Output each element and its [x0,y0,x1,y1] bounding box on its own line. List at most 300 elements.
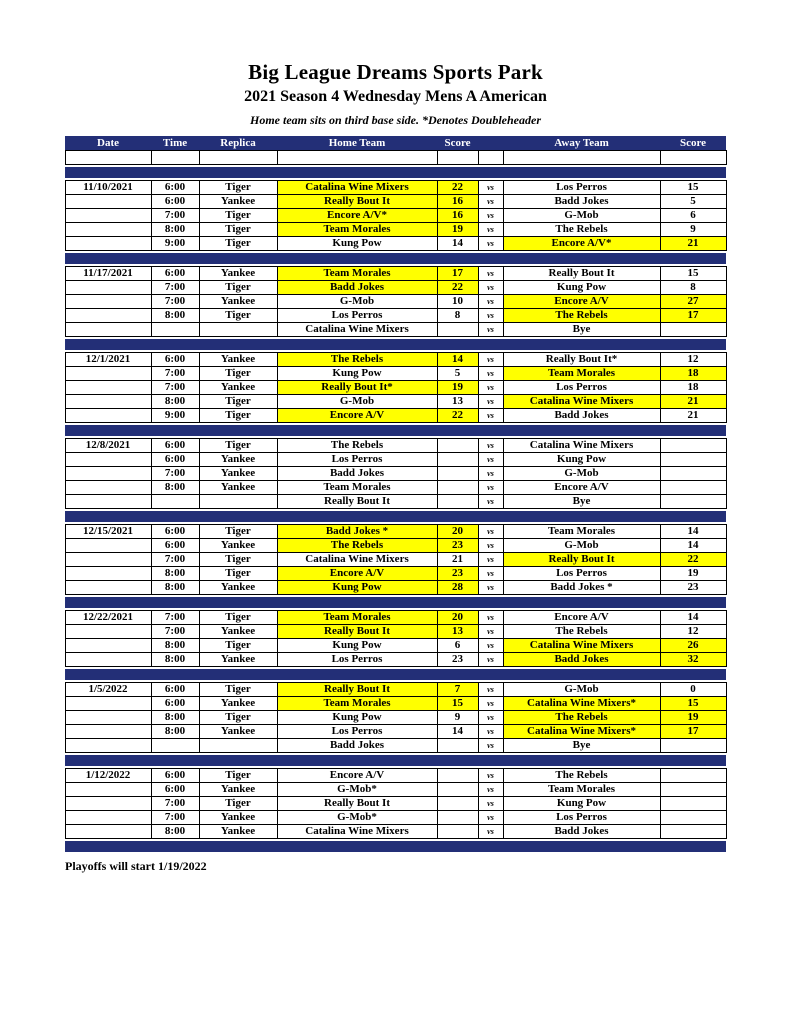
replica-cell: Tiger [199,638,277,652]
game-row [65,552,726,566]
away-score-cell [660,824,726,838]
home-team-cell: G-Mob [277,294,437,308]
date-cell [65,796,151,810]
vs-cell: vs [478,624,503,638]
home-score-cell [437,810,478,824]
game-row [65,280,726,294]
vs-cell: vs [478,352,503,366]
home-team-cell: Encore A/V* [277,208,437,222]
vs-cell: vs [478,538,503,552]
away-score-cell [660,796,726,810]
col-header-away-team: Away Team [503,136,660,150]
home-score-cell: 28 [437,580,478,594]
game-row [65,308,726,322]
vs-cell: vs [478,438,503,452]
game-row [65,494,726,508]
time-cell: 6:00 [151,452,199,466]
game-row [65,710,726,724]
schedule-table [65,136,727,854]
home-team-cell: Encore A/V [277,768,437,782]
vs-cell: vs [478,768,503,782]
game-row [65,466,726,480]
vs-cell: vs [478,466,503,480]
home-team-cell: Badd Jokes [277,738,437,752]
home-score-cell [437,480,478,494]
vs-cell: vs [478,724,503,738]
home-score-cell: 5 [437,366,478,380]
away-score-cell: 15 [660,266,726,280]
game-row [65,438,726,452]
replica-cell: Yankee [199,294,277,308]
away-score-cell [660,768,726,782]
away-team-cell: Really Bout It* [503,352,660,366]
away-score-cell: 26 [660,638,726,652]
replica-cell: Tiger [199,408,277,422]
schedule-table-body [65,164,726,854]
replica-cell: Tiger [199,366,277,380]
replica-cell: Tiger [199,610,277,624]
home-score-cell [437,452,478,466]
replica-cell [199,738,277,752]
game-row [65,566,726,580]
replica-cell: Tiger [199,236,277,250]
home-score-cell: 13 [437,394,478,408]
away-team-cell: Kung Pow [503,452,660,466]
replica-cell: Yankee [199,480,277,494]
home-score-cell: 14 [437,724,478,738]
separator-bar [65,339,726,350]
away-team-cell: Encore A/V [503,610,660,624]
replica-cell: Yankee [199,652,277,666]
vs-cell: vs [478,266,503,280]
away-score-cell: 15 [660,180,726,194]
vs-cell: vs [478,236,503,250]
replica-cell: Yankee [199,810,277,824]
home-team-cell: Badd Jokes [277,280,437,294]
game-row [65,180,726,194]
replica-cell: Tiger [199,524,277,538]
home-team-cell: Team Morales [277,222,437,236]
away-score-cell: 22 [660,552,726,566]
home-score-cell: 20 [437,610,478,624]
game-row [65,782,726,796]
separator-row [65,422,726,438]
home-team-cell: Really Bout It [277,682,437,696]
blank-cell [437,150,478,164]
away-team-cell: G-Mob [503,466,660,480]
col-header-home-score: Score [437,136,478,150]
time-cell [151,738,199,752]
replica-cell [199,494,277,508]
date-cell [65,580,151,594]
time-cell: 8:00 [151,638,199,652]
away-team-cell: G-Mob [503,538,660,552]
home-team-cell: Kung Pow [277,366,437,380]
time-cell: 8:00 [151,652,199,666]
away-score-cell: 23 [660,580,726,594]
vs-cell: vs [478,824,503,838]
time-cell: 9:00 [151,236,199,250]
replica-cell: Tiger [199,710,277,724]
time-cell: 6:00 [151,538,199,552]
away-team-cell: Bye [503,738,660,752]
away-score-cell: 21 [660,236,726,250]
away-score-cell [660,738,726,752]
game-row [65,652,726,666]
vs-cell: vs [478,710,503,724]
home-team-cell: Team Morales [277,480,437,494]
date-cell [65,638,151,652]
vs-cell: vs [478,322,503,336]
time-cell: 6:00 [151,768,199,782]
date-cell [65,222,151,236]
game-row [65,222,726,236]
game-row [65,194,726,208]
time-cell: 6:00 [151,438,199,452]
replica-cell: Yankee [199,824,277,838]
game-row [65,208,726,222]
home-team-cell: The Rebels [277,352,437,366]
replica-cell: Tiger [199,768,277,782]
replica-cell: Tiger [199,682,277,696]
date-cell: 11/10/2021 [65,180,151,194]
game-row [65,322,726,336]
replica-cell: Yankee [199,266,277,280]
blank-row [65,150,726,164]
vs-cell: vs [478,180,503,194]
home-team-cell: G-Mob [277,394,437,408]
time-cell: 7:00 [151,280,199,294]
separator-cell [65,594,726,610]
home-team-cell: Kung Pow [277,638,437,652]
away-score-cell: 5 [660,194,726,208]
home-score-cell: 10 [437,294,478,308]
away-score-cell: 14 [660,538,726,552]
home-score-cell: 13 [437,624,478,638]
replica-cell: Tiger [199,394,277,408]
time-cell: 8:00 [151,480,199,494]
replica-cell: Yankee [199,380,277,394]
time-cell: 8:00 [151,566,199,580]
game-row [65,810,726,824]
away-team-cell: G-Mob [503,682,660,696]
away-team-cell: Team Morales [503,524,660,538]
home-team-cell: Kung Pow [277,710,437,724]
away-team-cell: Catalina Wine Mixers [503,394,660,408]
date-cell: 12/1/2021 [65,352,151,366]
separator-bar [65,425,726,436]
vs-cell: vs [478,208,503,222]
home-score-cell: 23 [437,652,478,666]
home-score-cell [437,322,478,336]
game-row [65,738,726,752]
away-team-cell: Los Perros [503,566,660,580]
separator-cell [65,336,726,352]
blank-cell [478,150,503,164]
game-row [65,796,726,810]
home-score-cell: 21 [437,552,478,566]
vs-cell: vs [478,524,503,538]
date-cell: 12/8/2021 [65,438,151,452]
home-score-cell: 20 [437,524,478,538]
game-row [65,394,726,408]
home-team-cell: G-Mob* [277,782,437,796]
home-score-cell [437,782,478,796]
home-score-cell: 6 [437,638,478,652]
game-row [65,236,726,250]
home-score-cell [437,796,478,810]
replica-cell: Tiger [199,552,277,566]
home-team-cell: Encore A/V [277,566,437,580]
replica-cell: Yankee [199,466,277,480]
time-cell: 7:00 [151,810,199,824]
away-team-cell: Badd Jokes [503,408,660,422]
vs-cell: vs [478,480,503,494]
home-team-cell: Los Perros [277,724,437,738]
time-cell [151,494,199,508]
page-title: Big League Dreams Sports Park [248,60,543,84]
vs-cell: vs [478,682,503,696]
separator-row [65,594,726,610]
date-cell [65,538,151,552]
col-header-vs [478,136,503,150]
vs-cell: vs [478,394,503,408]
home-score-cell [437,466,478,480]
away-score-cell [660,782,726,796]
blank-cell [503,150,660,164]
column-header-row [65,136,726,150]
date-cell [65,280,151,294]
replica-cell: Tiger [199,180,277,194]
home-score-cell [437,768,478,782]
vs-cell: vs [478,494,503,508]
home-score-cell [437,824,478,838]
home-score-cell: 14 [437,352,478,366]
separator-row [65,164,726,180]
home-score-cell [437,738,478,752]
replica-cell: Yankee [199,624,277,638]
date-cell [65,194,151,208]
away-score-cell: 18 [660,380,726,394]
away-score-cell: 21 [660,394,726,408]
page-subtitle: 2021 Season 4 Wednesday Mens A American [244,88,547,105]
date-cell [65,466,151,480]
away-score-cell: 32 [660,652,726,666]
time-cell: 7:00 [151,208,199,222]
home-team-cell: Team Morales [277,266,437,280]
date-cell [65,366,151,380]
date-cell [65,624,151,638]
separator-cell [65,164,726,180]
away-score-cell: 8 [660,280,726,294]
away-score-cell: 17 [660,308,726,322]
replica-cell: Tiger [199,208,277,222]
away-score-cell: 9 [660,222,726,236]
away-score-cell: 15 [660,696,726,710]
replica-cell: Tiger [199,438,277,452]
home-team-cell: Kung Pow [277,580,437,594]
home-score-cell: 7 [437,682,478,696]
date-cell [65,380,151,394]
vs-cell: vs [478,696,503,710]
away-score-cell: 14 [660,524,726,538]
away-team-cell: The Rebels [503,222,660,236]
separator-row [65,508,726,524]
away-score-cell [660,452,726,466]
away-team-cell: Badd Jokes [503,652,660,666]
time-cell: 8:00 [151,710,199,724]
home-score-cell: 8 [437,308,478,322]
separator-row [65,666,726,682]
date-cell [65,552,151,566]
date-cell [65,696,151,710]
separator-bar [65,841,726,852]
separator-row [65,336,726,352]
date-cell [65,782,151,796]
separator-bar [65,755,726,766]
replica-cell: Tiger [199,566,277,580]
away-score-cell [660,438,726,452]
home-score-cell: 16 [437,194,478,208]
time-cell: 9:00 [151,408,199,422]
vs-cell: vs [478,638,503,652]
game-row [65,366,726,380]
game-row [65,352,726,366]
blank-cell [199,150,277,164]
home-score-cell: 15 [437,696,478,710]
away-team-cell: Kung Pow [503,280,660,294]
away-team-cell: Encore A/V [503,480,660,494]
home-team-note: Home team sits on third base side. *Denotes Doubleheader [250,113,541,127]
home-score-cell: 17 [437,266,478,280]
away-team-cell: G-Mob [503,208,660,222]
separator-cell [65,752,726,768]
away-score-cell: 18 [660,366,726,380]
home-team-cell: Encore A/V [277,408,437,422]
time-cell: 6:00 [151,782,199,796]
date-cell [65,236,151,250]
replica-cell: Yankee [199,696,277,710]
date-cell [65,710,151,724]
separator-cell [65,838,726,854]
col-header-home-team: Home Team [277,136,437,150]
vs-cell: vs [478,738,503,752]
blank-cell [65,150,151,164]
separator-bar [65,253,726,264]
date-cell [65,408,151,422]
away-score-cell: 21 [660,408,726,422]
vs-cell: vs [478,222,503,236]
time-cell: 6:00 [151,352,199,366]
date-cell [65,452,151,466]
away-score-cell [660,494,726,508]
game-row [65,724,726,738]
time-cell: 6:00 [151,682,199,696]
game-row [65,408,726,422]
time-cell: 7:00 [151,466,199,480]
home-team-cell: Really Bout It [277,624,437,638]
home-score-cell: 22 [437,180,478,194]
away-team-cell: Catalina Wine Mixers [503,438,660,452]
away-team-cell: Really Bout It [503,552,660,566]
vs-cell: vs [478,366,503,380]
separator-cell [65,250,726,266]
away-score-cell: 27 [660,294,726,308]
date-cell: 1/12/2022 [65,768,151,782]
separator-cell [65,666,726,682]
game-row [65,638,726,652]
away-score-cell [660,810,726,824]
time-cell: 6:00 [151,696,199,710]
away-team-cell: Badd Jokes [503,194,660,208]
vs-cell: vs [478,294,503,308]
time-cell: 7:00 [151,610,199,624]
home-score-cell: 23 [437,566,478,580]
home-team-cell: The Rebels [277,538,437,552]
replica-cell: Yankee [199,580,277,594]
time-cell: 6:00 [151,524,199,538]
away-team-cell: Badd Jokes [503,824,660,838]
game-row [65,624,726,638]
col-header-time: Time [151,136,199,150]
vs-cell: vs [478,782,503,796]
away-score-cell: 6 [660,208,726,222]
playoffs-note: Playoffs will start 1/19/2022 [65,858,207,873]
away-score-cell [660,466,726,480]
blank-cell [151,150,199,164]
vs-cell: vs [478,610,503,624]
date-cell [65,738,151,752]
home-team-cell: Los Perros [277,652,437,666]
vs-cell: vs [478,308,503,322]
game-row [65,580,726,594]
time-cell: 8:00 [151,222,199,236]
separator-row [65,250,726,266]
away-team-cell: Badd Jokes * [503,580,660,594]
home-score-cell: 14 [437,236,478,250]
away-score-cell: 19 [660,566,726,580]
home-team-cell: The Rebels [277,438,437,452]
away-team-cell: Really Bout It [503,266,660,280]
home-team-cell: Kung Pow [277,236,437,250]
away-team-cell: Catalina Wine Mixers* [503,724,660,738]
replica-cell: Yankee [199,538,277,552]
away-team-cell: The Rebels [503,624,660,638]
away-score-cell [660,322,726,336]
vs-cell: vs [478,380,503,394]
vs-cell: vs [478,580,503,594]
date-cell [65,308,151,322]
away-score-cell [660,480,726,494]
away-team-cell: Encore A/V [503,294,660,308]
replica-cell: Tiger [199,222,277,236]
time-cell [151,322,199,336]
date-cell [65,810,151,824]
away-score-cell: 0 [660,682,726,696]
away-team-cell: Encore A/V* [503,236,660,250]
date-cell [65,494,151,508]
date-cell [65,724,151,738]
time-cell: 8:00 [151,308,199,322]
home-score-cell: 23 [437,538,478,552]
time-cell: 8:00 [151,824,199,838]
home-team-cell: Badd Jokes * [277,524,437,538]
home-score-cell: 22 [437,280,478,294]
time-cell: 7:00 [151,624,199,638]
home-score-cell: 19 [437,222,478,236]
time-cell: 6:00 [151,266,199,280]
col-header-replica: Replica [199,136,277,150]
